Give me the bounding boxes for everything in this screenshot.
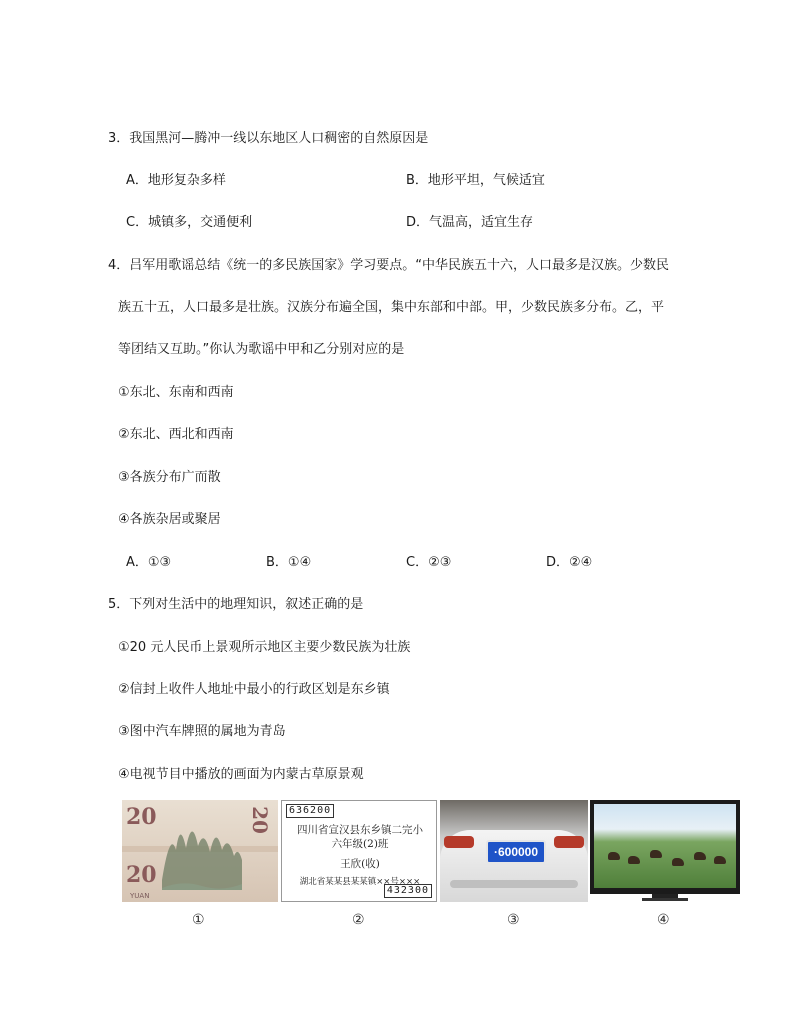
question-3-option-c: C．城镇多，交通便利 <box>126 215 253 230</box>
horse-rider <box>694 852 706 860</box>
horse-rider <box>628 856 640 864</box>
question-5-statement-4: ④电视节目中播放的画面为内蒙古草原景观 <box>118 767 364 782</box>
car-tail-light-left <box>444 836 474 848</box>
question-4-option-d: D．②④ <box>546 555 593 570</box>
tv-base <box>642 898 688 901</box>
car-image <box>440 800 588 902</box>
figure-caption-4: ④ <box>657 912 670 928</box>
question-4-option-c: C．②③ <box>406 555 452 570</box>
question-5-statement-3: ③图中汽车牌照的属地为青岛 <box>118 724 286 739</box>
car-bumper <box>450 880 578 888</box>
question-4-stem-line-1: 4．吕军用歌谣总结《统一的多民族国家》学习要点。“中华民族五十六，人口最多是汉族。少数民 <box>108 258 670 273</box>
question-4-option-b: B．①④ <box>266 555 312 570</box>
banknote-value-bottom: 20 <box>126 862 157 888</box>
envelope-image <box>281 800 437 902</box>
question-5-stem: 5．下列对生活中的地理知识，叙述正确的是 <box>108 597 364 612</box>
question-4-statement-1: ①东北、东南和西南 <box>118 385 234 400</box>
banknote-currency: YUAN <box>130 892 150 900</box>
question-4-stem-line-3: 等团结又互助。”你认为歌谣中甲和乙分别对应的是 <box>118 342 405 357</box>
banknote-value-side: 20 <box>248 806 273 834</box>
envelope-address-line-2: 六年级(2)班 <box>331 838 389 850</box>
figure-caption-3: ③ <box>507 912 520 928</box>
question-4-statement-4: ④各族杂居或聚居 <box>118 512 221 527</box>
envelope-sender: 湖北省某某县某某镇××号××× <box>299 877 421 887</box>
horse-rider <box>608 852 620 860</box>
envelope-postcode-top: 636200 <box>286 804 334 818</box>
question-3-option-b: B．地形平坦，气候适宜 <box>406 173 545 188</box>
horse-rider <box>650 850 662 858</box>
banknote-image <box>122 800 278 902</box>
envelope-recipient: 王欣(收) <box>340 858 380 870</box>
banknote-value-top: 20 <box>126 804 157 830</box>
question-5-statement-2: ②信封上收件人地址中最小的行政区划是东乡镇 <box>118 682 390 697</box>
question-4-option-a: A．①③ <box>126 555 172 570</box>
license-plate: ·600000 <box>486 840 546 864</box>
figure-caption-1: ① <box>192 912 205 928</box>
tv-screen-grassland <box>594 804 736 888</box>
question-3-stem: 3．我国黑河—腾冲一线以东地区人口稠密的自然原因是 <box>108 131 429 146</box>
figure-caption-2: ② <box>352 912 365 928</box>
question-4-statement-2: ②东北、西北和西南 <box>118 427 234 442</box>
car-tail-light-right <box>554 836 584 848</box>
horse-rider <box>672 858 684 866</box>
karst-hills-illustration <box>162 810 242 890</box>
horse-rider <box>714 856 726 864</box>
envelope-postcode-bottom: 432300 <box>384 884 432 898</box>
question-4-stem-line-2: 族五十五，人口最多是壮族。汉族分布遍全国，集中东部和中部。甲，少数民族多分布。乙，平 <box>118 300 665 315</box>
question-4-statement-3: ③各族分布广而散 <box>118 470 221 485</box>
envelope-address-line-1: 四川省宣汉县东乡镇二完小 <box>297 824 423 836</box>
question-3-option-d: D．气温高，适宜生存 <box>406 215 534 230</box>
tv-image <box>590 800 740 902</box>
question-3-option-a: A．地形复杂多样 <box>126 173 226 188</box>
question-5-statement-1: ①20 元人民币上景观所示地区主要少数民族为壮族 <box>118 640 411 655</box>
